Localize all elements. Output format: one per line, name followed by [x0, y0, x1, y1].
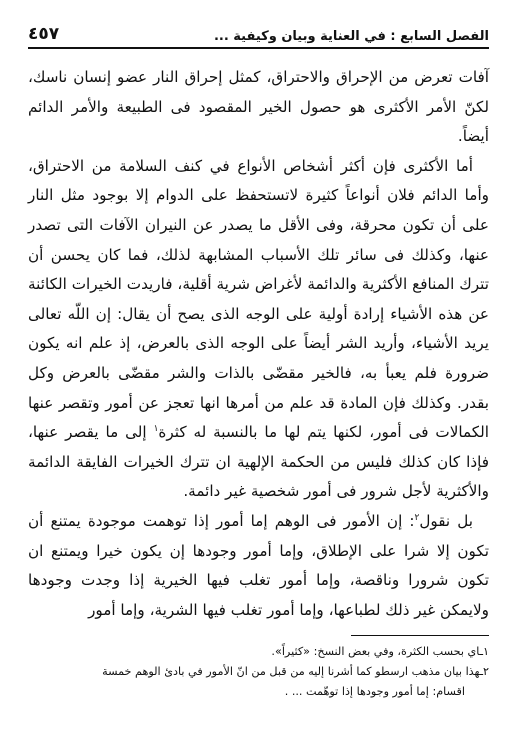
footnote-reference[interactable]: ١ [153, 424, 159, 435]
paragraph-text: إلى ما يقصر عنها، فإذا كان كذلك فليس من الحكمة الإلهية ان تترك الخيرات الفايقة الدائمة والأكثرية لأجل شرور فى أمور شخصية غير دائمة. [28, 423, 489, 501]
paragraph-text: بل نقول [419, 511, 473, 530]
footnote: ١ـاي بحسب الكثرة، وفي بعض النسخ: «كثيراً». [271, 645, 489, 659]
footnotes [28, 642, 489, 702]
header-rule [28, 47, 489, 49]
paragraph [28, 507, 489, 625]
paragraph-text: : إن الأمور فى الوهم إما أمور إذا توهمت موجودة يمتنع أن تكون إلا شرا على الإطلاق، وإما أمور وجودها إن يكون خيرا ويمتنع ان تكون شرورا وناقصة، وإما أمور تغلب فيها الخيرية إذا وجدت وجودها ولايمكن غير ذلك لطباعها، وإما أمور تغلب فيها الشرية، وإما أمور [28, 511, 489, 619]
paragraph [28, 63, 489, 152]
paragraph [28, 152, 489, 507]
paragraph-text: أما الأكثرى فإن أكثر أشخاص الأنواع في كنف السلامة من الاحتراق، وأما الدائم فلان أنواعاً كثيرة لاتستحفظ على الدوام إلا بوجود مثل النار على أن تكون محرقة، وفى الأقل ما يصدر عن النيران الآفات التى تصدر عنها، وكذلك فى سائر تلك الأسباب المشابهة لذلك، فما كان يحسن أن تترك المنافع الأكثرية والدائمة لأغراض شرية أقلية، فاريدت الخيرات الكائنة عن هذه الأشياء إرادة أولية على الوجه الذى يصح أن يقال: إن اللّه تعالى يريد الأشياء، وأريد الشر أيضاً على الوجه الذى بالعرض، إذ علم انه يكون ضرورة فلم يعبأ به، فالخير مقضّى بالذات والشر مقضّى بالعرض وكل بقدر. وكذلك فإن المادة قد علم من أمرها انها تعجز عن أمور وتقصر عنها الكمالات فى أمور، لكنها يتم لها ما بالنسبة له كثرة [28, 156, 489, 442]
footnote-rule [351, 635, 489, 636]
footnote-continuation: اقسام: إما أمور وجودها إذا توهّمت ... . [284, 685, 465, 699]
chapter-title: الفصل السابع : في العناية وبيان وكيفية ... [213, 29, 489, 44]
running-header [28, 22, 489, 44]
body-text [28, 63, 489, 625]
footnote-reference[interactable]: ٢ [414, 512, 420, 523]
page-number: ٤٥٧ [28, 24, 60, 44]
footnote: ٢ـهذا بيان مذهب ارسطو كما أشرنا إليه من قبل من انّ الأمور في بادئ الوهم خمسة [102, 665, 489, 679]
paragraph-text: آفات تعرض من الإحراق والاحتراق، كمثل إحراق النار عضو إنسان ناسك، لكنّ الأمر الأكثرى هو حصول الخير المقصود فى الطبيعة والأمر الدائم أيضاً. [28, 68, 489, 146]
